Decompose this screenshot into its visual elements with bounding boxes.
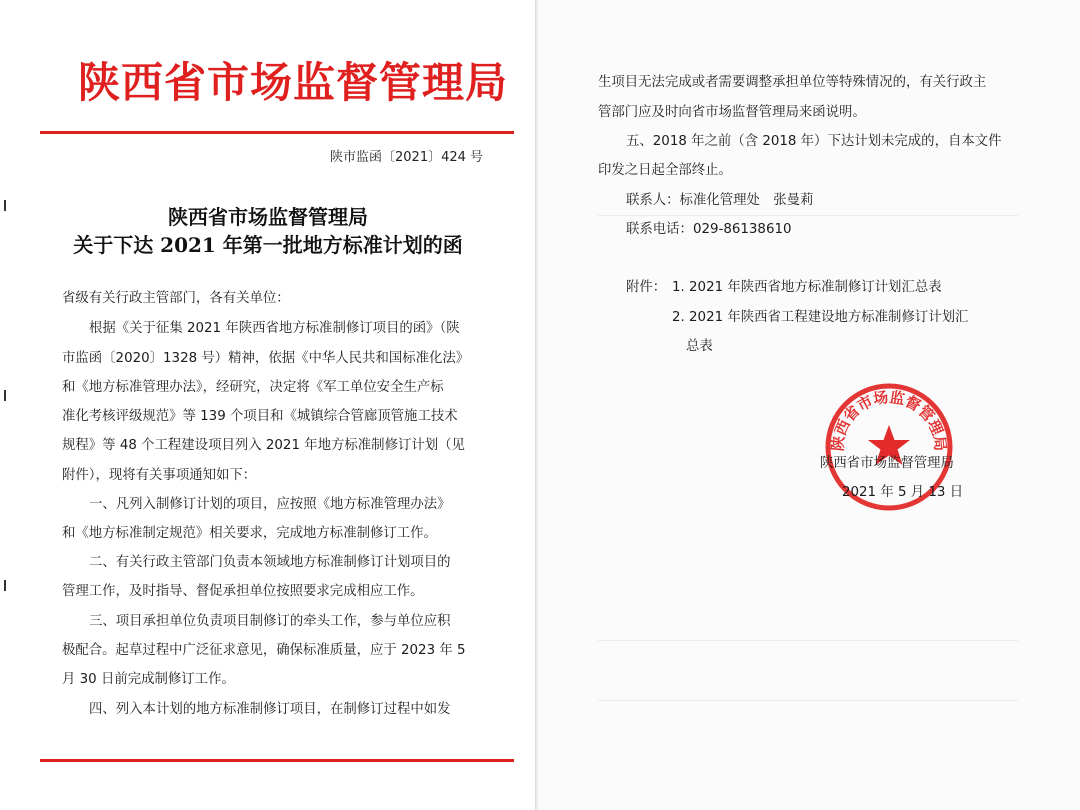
seal-text: 陕西省市场监督管理局 [828, 388, 950, 452]
subject-title: 关于下达 2021 年第一批地方标准计划的函 [73, 233, 463, 257]
body-line: 极配合。起草过程中广泛征求意见，确保标准质量，应于 2023 年 5 [62, 643, 466, 658]
letterhead-org-title: 陕西省市场监督管理局 [78, 58, 509, 107]
body-line: 二、有关行政主管部门负责本领域地方标准制修订计划项目的 [89, 555, 451, 570]
document-page-right [538, 0, 1080, 810]
bleed-through-line [598, 640, 1018, 641]
attachment-item-continued: 总表 [686, 339, 713, 354]
body-line: 管理工作，及时指导、督促承担单位按照要求完成相应工作。 [62, 584, 424, 599]
binding-mark [4, 390, 6, 401]
body-line: 规程》等 48 个工程建设项目列入 2021 年地方标准制修订计划（见 [62, 438, 465, 453]
body-line: 和《地方标准管理办法》，经研究，决定将《军工单位安全生产标 [62, 380, 444, 395]
salutation: 省级有关行政主管部门，各有关单位： [62, 291, 290, 306]
binding-mark [4, 580, 6, 591]
document-number: 陕市监函〔2021〕424 号 [330, 150, 484, 165]
body-line: 四、列入本计划的地方标准制修订项目，在制修订过程中如发 [89, 702, 451, 717]
body-line: 五、2018 年之前（含 2018 年）下达计划未完成的，自本文件 [626, 134, 1002, 149]
attachments-label: 附件： [626, 280, 667, 295]
body-line: 月 30 日前完成制修订工作。 [62, 672, 235, 687]
body-line: 附件），现将有关事项通知如下： [62, 468, 257, 483]
body-line: 市监函〔2020〕1328 号）精神，依据《中华人民共和国标准化法》 [62, 351, 470, 366]
body-line: 一、凡列入制修订计划的项目，应按照《地方标准管理办法》 [89, 497, 451, 512]
contact-phone: 联系电话：029-86138610 [626, 222, 792, 237]
letterhead-red-rule [40, 131, 514, 134]
attachment-item: 2. 2021 年陕西省工程建设地方标准制修订计划汇 [672, 310, 969, 325]
attachment-item: 1. 2021 年陕西省地方标准制修订计划汇总表 [672, 280, 942, 295]
body-line: 管部门应及时向省市场监督管理局来函说明。 [598, 105, 866, 120]
body-line: 生项目无法完成或者需要调整承担单位等特殊情况的，有关行政主 [598, 75, 987, 90]
body-line: 印发之日起全部终止。 [598, 163, 732, 178]
binding-mark [4, 200, 6, 211]
body-line: 准化考核评级规范》等 139 个项目和《城镇综合管廊顶管施工技术 [62, 409, 458, 424]
body-line: 根据《关于征集 2021 年陕西省地方标准制修订项目的函》（陕 [89, 321, 460, 336]
body-line: 和《地方标准制定规范》相关要求，完成地方标准制修订工作。 [62, 526, 437, 541]
subject-org: 陕西省市场监督管理局 [168, 205, 368, 229]
footer-red-rule [40, 759, 514, 762]
bleed-through-line [598, 700, 1018, 701]
signature-date: 2021 年 5 月 13 日 [842, 485, 964, 500]
body-line: 三、项目承担单位负责项目制修订的牵头工作，参与单位应积 [89, 614, 451, 629]
document-page-left [0, 0, 536, 810]
contact-person: 联系人：标准化管理处 张曼莉 [626, 193, 814, 208]
signature-org: 陕西省市场监督管理局 [820, 456, 954, 471]
bleed-through-line [598, 215, 1018, 216]
